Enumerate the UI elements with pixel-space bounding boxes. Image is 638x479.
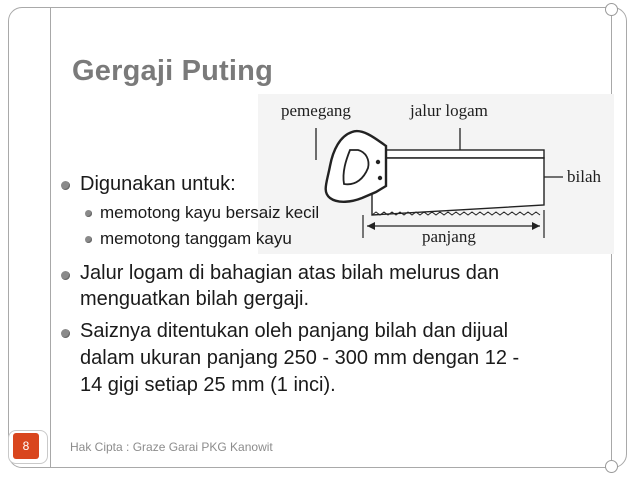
page-number: 8: [13, 433, 39, 459]
label-handle: pemegang: [281, 101, 351, 120]
handle-rivet: [378, 176, 382, 180]
sub-bullet-item: memotong kayu bersaiz kecil: [100, 203, 320, 222]
slide-title: Gergaji Puting: [72, 55, 273, 87]
bullet-item-line: 14 gigi setiap 25 mm (1 inci).: [80, 374, 336, 396]
sub-bullet-marker: [85, 210, 92, 217]
bullet-marker: [61, 271, 70, 280]
metal-strip-shape: [366, 150, 544, 158]
bullet-item-line: menguatkan bilah gergaji.: [80, 288, 310, 310]
sub-bullet-marker: [85, 236, 92, 243]
bullet-marker: [61, 329, 70, 338]
sub-bullet-item: memotong tanggam kayu: [100, 229, 292, 248]
length-arrowhead-left: [367, 222, 375, 230]
label-blade: bilah: [567, 167, 601, 186]
blade-shape: [372, 158, 544, 215]
label-metal-strip: jalur logam: [410, 101, 488, 120]
label-length: panjang: [422, 227, 476, 246]
bullet-item-line: dalam ukuran panjang 250 - 300 mm dengan 12 -: [80, 347, 520, 369]
length-arrowhead-right: [532, 222, 540, 230]
handle-rivet: [376, 160, 380, 164]
bullet-item-line: Jalur logam di bahagian atas bilah melurus dan: [80, 262, 500, 284]
footer-copyright: Hak Cipta : Graze Garai PKG Kanowit: [70, 440, 273, 454]
bullet-item: Digunakan untuk:: [80, 173, 236, 195]
bullet-marker: [61, 181, 70, 190]
bullet-item-line: Saiznya ditentukan oleh panjang bilah dan dijual: [80, 320, 509, 342]
